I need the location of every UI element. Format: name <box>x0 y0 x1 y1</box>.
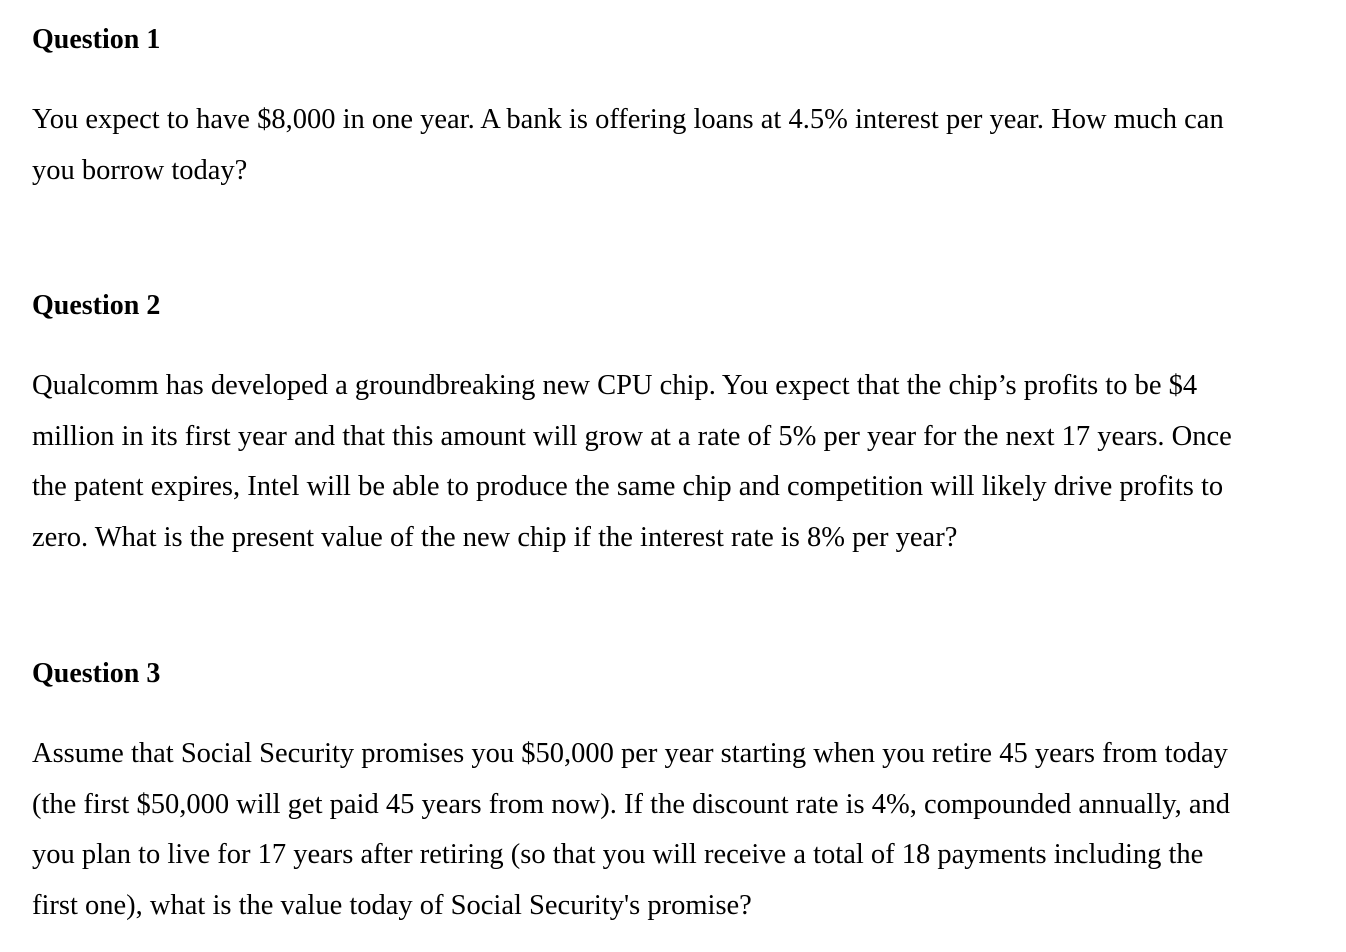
question-2-line: Qualcomm has developed a groundbreaking new CPU chip. You expect that the chip’s profits to be $4 <box>32 370 1198 401</box>
question-3-text <box>32 729 1292 931</box>
question-2-line: zero. What is the present value of the new chip if the interest rate is 8% per year? <box>32 521 958 553</box>
question-2-heading: Question 2 <box>32 290 161 321</box>
question-1 <box>32 24 1292 196</box>
question-3 <box>32 658 1292 931</box>
question-2-line: the patent expires, Intel will be able to produce the same chip and competition will likely drive profits to <box>32 471 1224 502</box>
question-2 <box>32 290 1292 563</box>
question-1-heading: Question 1 <box>32 24 161 55</box>
question-3-line: Assume that Social Security promises you $50,000 per year starting when you retire 45 years from today <box>32 738 1228 769</box>
question-2-line: million in its first year and that this amount will grow at a rate of 5% per year for the next 17 years. Once <box>32 420 1232 452</box>
question-3-line: you plan to live for 17 years after retiring (so that you will receive a total of 18 payments including the <box>32 839 1204 870</box>
question-3-heading: Question 3 <box>32 658 161 689</box>
question-2-text <box>32 361 1292 563</box>
question-1-line: you borrow today? <box>32 154 248 186</box>
question-3-line: first one), what is the value today of Social Security's promise? <box>32 889 752 921</box>
question-3-line: (the first $50,000 will get paid 45 years from now). If the discount rate is 4%, compounded annually, and <box>32 788 1231 820</box>
question-1-text <box>32 95 1292 196</box>
question-1-line: You expect to have $8,000 in one year. A bank is offering loans at 4.5% interest per year. How much can <box>32 104 1224 135</box>
